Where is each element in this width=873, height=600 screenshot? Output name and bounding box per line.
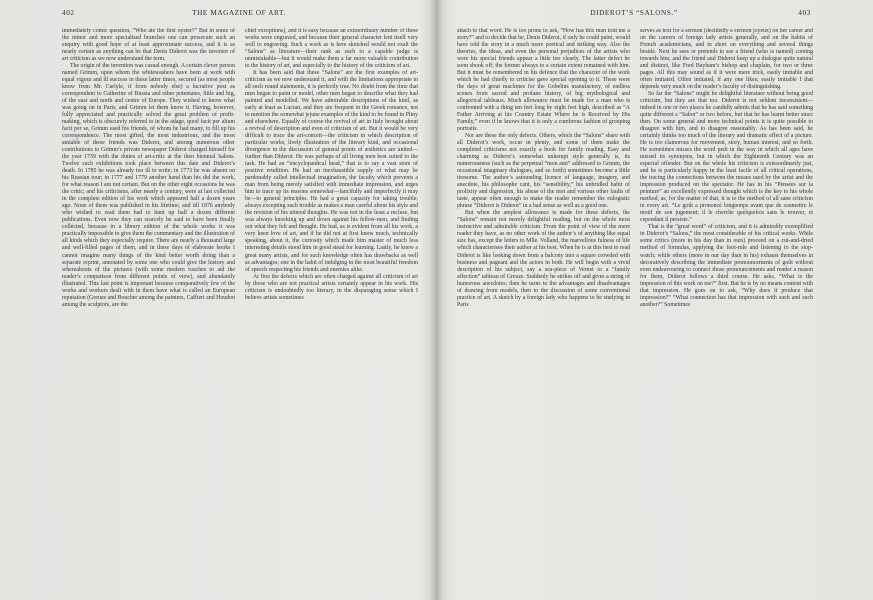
paragraph: That is the “great word” of criticism, and it is admirably exemplified in Diderot’s “Salons,” the most considerable of his critical works. While some critics (more in his day than in ours) proceed on a cut-and-dried method of formulas, applying the foot-rule and listening to the stop-watch; while others (more in our day than in his) exhaust themselves in decoratively describing the immediate pronouncements of goût without even endeavouring to connect those pronouncements and render a reason for them, Diderot follows a third course. He asks, “What is the impression of this work on me?” first. But he is by no means content with that impression. He goes on to ask, “Why does it produce that impression?” “What connection has that impression with such and such another?” Sometimes — [640, 224, 813, 308]
paragraph: At first the defects which are often charged against all criticism of art by those who are not practical artists certainly appear in his work. His criticism is undoubtedly too literary, in the disparaging sense which I believe artists sometimes — [245, 273, 418, 301]
right-page-number: 403 — [798, 9, 811, 17]
left-page-number: 402 — [62, 9, 75, 17]
right-column-2 — [640, 28, 813, 584]
paragraph: It has been said that these “Salons” are the first examples of art-criticism as we now understand it, and with the limitations appropriate to all such round statements, it is perfectly true. No doubt from the time that men began to paint or model, other men began to describe what they had painted and modelled. We have admirable descriptions of the kind, as early at least as Lucian, and they are frequent in the Greek romance, not to mention the somewhat jejune examples of the kind to be found in Pliny and elsewhere. Equally of course the revival of art in Italy brought about a revival of description and even of criticism of art. But it would be very difficult to trace the art-conceit—the criticism in which description of particular works, lively illustration of the literary kind, and occasional divergence in the discussion of general points of æsthetics are united—further than Diderot. He was perhaps of all living men best suited to the task. He had an “encyclopædical head,” that is to say a vast store of positive erudition. He had an inexhaustible supply of what may be pardonably called intellectual imagination, the faculty which prevents a man from being merely satisfied with immediate impression, and urges him to trace up its reasons somewhat—fancifully and imperfectly it may be—to general principles. He had a great capacity for taking trouble; always excepting such trouble as makes a man careful about his style and the revision of his uttered thoughts. He was not in the least a recluse, but was always knocking up and down against his fellow-men, and finding out what they felt and thought. He had, as is evident from all his work, a very keen love of art, and if he did not at first know much, technically speaking, about it, the curiosity which made him master of much less interesting details stood him in good stead for learning. Lastly, he knew a great many artists, and for such knowledge often has drawbacks as well as advantages; one in the habit of indulging in the most beautiful freedom of speech respecting his friends and enemies alike. — [245, 70, 418, 273]
paragraph: Nor are these the only defects. Others, which the “Salons” share with all Diderot’s work, occur in plenty, and some of them make the completed criticisms not exactly a book for family reading. Easy and charming as Diderot’s somewhat unkempt style generally is, its numerousness (such as the perpetual “mon ami” addressed to Grimm, the occasional imaginary dialogues, and so forth) sometimes become a little tiresome. The author’s astounding licence of language, imagery, and anecdote, his philosophe cant, his “sensibility,” his unbridled habit of prolixity and digression, his abuse of the mot and various other faults of taste, appear often enough to make the reader remember the eulogistic phrase “Diderot is Diderot” in a bad sense as well as a good one. — [457, 133, 630, 210]
right-running-head-title: DIDEROT’S “SALONS.” — [590, 9, 678, 17]
right-page — [437, 0, 873, 600]
left-page — [0, 0, 436, 600]
left-running-header — [62, 8, 416, 18]
left-running-head-title: THE MAGAZINE OF ART. — [192, 9, 286, 17]
right-columns — [457, 28, 813, 584]
right-column-1 — [457, 28, 630, 584]
paragraph: chief exceptions), and it is easy because an extraordinary number of these works were engraved, and because their general character lent itself very well to engraving. Such a work as is here sketched would not exalt the “Salons” as literature—their rank as such to a capable judge is unmistakable—but it would make them a far more valuable contribution to the history of art, and especially to the history of the criticism of art. — [245, 28, 418, 70]
paragraph: The origin of the invention was casual enough. A certain clever person named Grimm, upon whom the whitewashers have been at work with equal vigour and ill success in these latter times, secured (as most people know from Mr. Carlyle, if from nobody else) a lucrative post as correspondent to Catherine of Russia and other potentates, little and big, of the east and north and centre of Europe. They wished to know what was going on in Paris, and Grimm let them know it. Having, however, fully appreciated and practically solved the great problem of profit-making, which is obscurely referred to in the adage, quod facit per alium facit per se, Grimm used his friends, of whom he had many, to fill up his correspondence. The most gifted, the most industrious, and the most amiable of these friends was Diderot, and among numerous other contributions to Grimm’s private newspaper Diderot charged himself for the year 1759 with the duties of art-critic at the then biennial Salons. Twelve such exhibitions took place between this date and Diderot’s death. In 1785 he was already too ill to write; in 1773 he was absent on his Russian tour; in 1777 and 1779 another hand than his did the work, for what reason I am not certain. But on the other eight occasions he was the critic; and his criticisms, after nearly a century, were at last collected in the complete edition of his work which appeared half a dozen years ago. None of them was published in his lifetime, and till 1876 anybody who wished to read them had to hunt up half a dozen different publications. Even now they can scarcely be said to have been finally collected, because in a library edition of the whole works it was practically impossible to give them the commentary and the illustration of all kinds which they especially require. There are nearly a thousand large and well-filled pages of them, and in these days of elaborate books I cannot imagine many things of the kind better worth doing than a separate reprint, annotated by some one who could give the history and whereabouts of the pictures (with some modern touches to aid the reader’s comparison from different points of view), and abundantly illustrated. This last point is important because comparatively few of the works and workers dealt with in them have what is called an European reputation (Greuze and Boucher among the painters, Caffieri and Houdon among the sculptors, are the — [62, 63, 235, 308]
right-running-header — [457, 8, 811, 18]
paragraph: attach to that word. He is too prone to ask, “How has this man told me a story?” and to decide that he, Denis Diderot, if only he could paint, would have told the story in a much more poetical and striking way. Also the theories, the ideas, and even the personal prejudices of the artists who were his special friends appear a little too clearly. The latter defect he soon shook off; the former always to a certain extent remained with him. But it must be remembered in his defence that the character of the work which he had chiefly to criticise gave special opening to it. These were the days of great machines for the Gobelins manufactory, of endless scenes from sacred and profane history, of big mythological and allegorical tableaux. Much allowance must be made for a man who is confronted with a thing ten feet long by eight feet high, described as “A Father Arriving at his Country Estate Where he is Received by His Family,” even if he knows that it is only a cumbrous fashion of grouping portraits. — [457, 28, 630, 133]
left-columns — [62, 28, 418, 584]
left-column-1 — [62, 28, 235, 584]
paragraph: serves as text for a sermon (decidedly a sermon joyeux) on her career and on the careers of foreign lady artists generally, and on the habits of French academicians, and in short on everything and several things beside. Next he sees or pretends to see a friend (who is named) coming towards him, and the friend and Diderot keep up a dialogue quite natural and distinct, like Fred Bayham’s bishop and chaplain, for two or three pages. All this may sound as if it were mere trick, easily imitable and often imitated. Often imitated, if any one likes; easily imitable I that depends very much on the reader’s faculty of distinguishing. — [640, 28, 813, 91]
paragraph: But when the amplest allowance is made for these defects, the “Salons” remain not merely delightful reading, but on the whole most instructive and admirable criticism. From the point of view of the mere reader they have, as no other work of the author’s of anything like equal size has, except the letters to Mlle. Volland, the marvellous fulness of life which characterises their author at his best. When he is at this best to read Diderot is like looking down from a balcony into a square crowded with business and pageant and the actors in both. He will begin with a vivid description of his subject, say a sea-piece of Vernet or a “family affection” tableau of Greuze. Suddenly he strikes off and gives a string of humorous anecdotes; then he turns to the advantages and disadvantages of drawing from models, then to the discussion of some conventional practice of art. A sketch by a foreign lady who happens to be studying in Paris — [457, 210, 630, 308]
paragraph: immediately comic question, “Who ate the first oyster?” But in some of the minor and more specialised branches one can prosecute such an enquiry with good hope of at least approximate success, and it is as nearly certain as anything can be that Denis Diderot was the inventor of art criticism as we now understand the term. — [62, 28, 235, 63]
left-column-2 — [245, 28, 418, 584]
paragraph: So far the “Salons” might be delightful literature without being good criticism, but they are that too. Diderot is not seldom inconsistent—indeed in one or two places he candidly admits that he has said something quite different a “Salon” or two before, but that he has learnt better since then. On some general and more technical points it is quite possible to disagree with him, and to disagree reasonably. As has been said, he certainly thinks too much of the literary and dramatic effect of a picture. He is too clamorous for movement, story, human interest, and so forth. He sometimes misses the word pedi in the way in which all ages have missed its synonyms, but in which the Eighteenth Century was an especial offender. But on the whole his criticism is extraordinarily just, and he is particularly happy in the least facile of all critical operations, the tracing the connections between the means used by the artist and the impression produced on the spectator. He has in his “Pensées sur la peinture” an excellently expressed thought which is the key to his whole method, as, for the matter of that, it is to the method of all sane criticism in every art. “Le goût a prononcé longtemps avant que de soumettre le motif de son jugement; il le cherche quelquefois sans le trouver, et cependant il persiste.” — [640, 91, 813, 224]
